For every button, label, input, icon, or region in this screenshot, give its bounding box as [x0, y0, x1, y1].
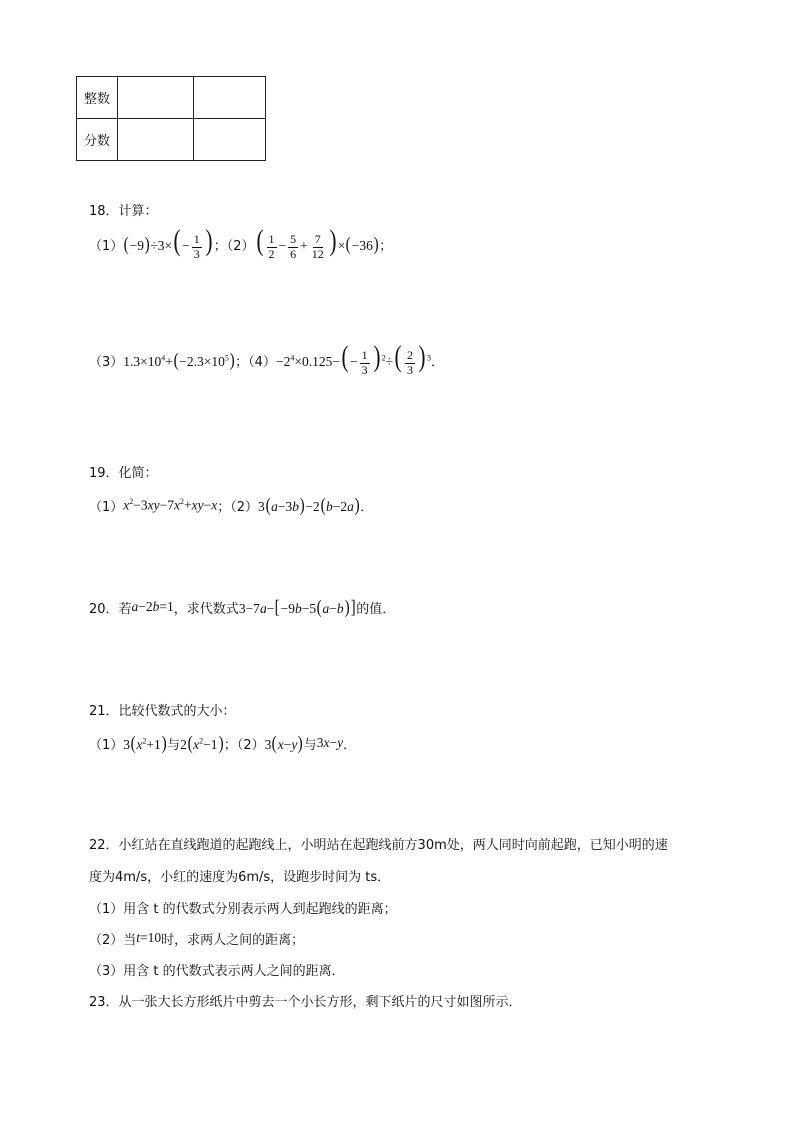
sub2-suffix: 时，求两人之间的距离； [161, 932, 305, 948]
separator: ． [343, 737, 357, 753]
expression-18-1: (−9)÷3×( − $\frac{1}{3}$ ) [123, 224, 213, 261]
question-19-title: 19．化简： [89, 466, 158, 481]
expression-21-2a: 3(x−y) [264, 732, 304, 754]
question-20-mid: ，求代数式 [173, 601, 239, 617]
question-20-suffix: 的值． [356, 601, 396, 617]
question-18-row1 [89, 226, 392, 262]
part-label: （1） [89, 737, 124, 753]
expression-20: 3−7a−[−9b−5(a−b)] [238, 596, 356, 618]
question-22-line2: 度为4m/s，小红的速度为6m/s，设跑步时间为 ts． [89, 870, 391, 885]
part-label: （1） [89, 238, 124, 254]
condition-expression: a−2b=1 [131, 599, 174, 614]
question-23-line1: 23．从一张大长方形纸片中剪去一个小长方形，剩下纸片的尺寸如图所示． [89, 995, 522, 1010]
separator: ． [430, 354, 444, 370]
table-row [77, 119, 266, 161]
expression-19-2: 3(a−3b)−2(b−2a) [258, 494, 360, 516]
question-21-title: 21．比较代数式的大小： [89, 704, 236, 719]
question-22-sub3: （3）用含 t 的代数式表示两人之间的距离． [89, 964, 345, 979]
answer-cell [194, 77, 266, 119]
part-label: ；（2） [217, 499, 259, 515]
table-row [77, 77, 266, 119]
part-label: （3） [89, 354, 124, 370]
answer-cell [118, 119, 194, 161]
classification-table [76, 76, 266, 161]
expression-21-2b: 3x−y [316, 735, 344, 750]
condition-t-equals-10: t=10 [136, 930, 162, 945]
question-22-line1: 22．小红站在直线跑道的起跑线上，小明站在起跑线前方30m处，两人同时向前起跑，已知小明的速 [89, 838, 668, 853]
part-label: ；（2） [213, 238, 255, 254]
row-header-fraction: 分数 [77, 119, 118, 161]
question-20-prefix: 20．若 [89, 601, 132, 617]
expression-19-1: $x^2-3xy-7x^2+xy-x$ [123, 496, 218, 513]
part-label: （1） [89, 499, 124, 515]
separator: ； [379, 238, 393, 254]
separator: ． [360, 499, 374, 515]
question-19-row1 [89, 494, 373, 516]
expression-21-1b: $2(x^2-1)$ [180, 732, 224, 754]
expression-18-3: $1.3\times 10^4+(-2.3\times 10^5)$ [123, 349, 235, 371]
question-22-sub2 [89, 928, 304, 948]
sub2-prefix: （2）当 [89, 932, 137, 948]
connector-text: 与 [303, 737, 317, 753]
question-21-row1 [89, 732, 356, 754]
expression-21-1a: $3(x^2+1)$ [123, 732, 167, 754]
part-label: ；（2） [223, 737, 265, 753]
question-20 [89, 596, 395, 618]
expression-18-4: $-2^4\times 0.125-$( − $\frac{1}{3}$ ) $^2$÷( $\frac{2}{3}$ ) $^3$ [275, 340, 431, 377]
row-header-integer: 整数 [77, 77, 118, 119]
part-label: ；（4） [235, 354, 276, 370]
connector-text: 与 [167, 737, 181, 753]
answer-cell [118, 77, 194, 119]
question-18-title: 18．计算： [89, 204, 158, 219]
question-18-row2 [89, 340, 444, 380]
expression-18-2: ( $\frac{1}{2}$ − $\frac{5}{6}$ + $\frac{7}{12}$ ) ×(−36) [256, 224, 379, 261]
answer-cell [194, 119, 266, 161]
question-22-sub1: （1）用含 t 的代数式分别表示两人到起跑线的距离； [89, 902, 397, 917]
